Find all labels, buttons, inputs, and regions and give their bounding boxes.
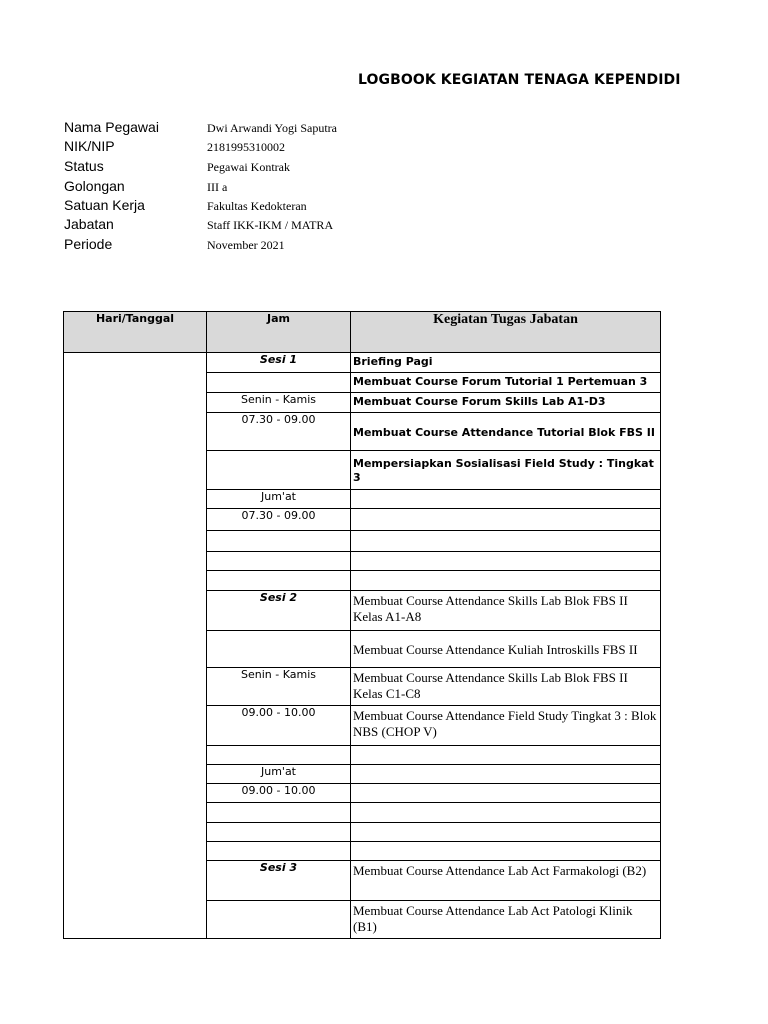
jam-cell: Senin - Kamis xyxy=(207,668,351,706)
jam-cell xyxy=(207,842,351,861)
kegiatan-cell xyxy=(351,490,661,509)
jam-cell xyxy=(207,631,351,668)
jam-cell: Sesi 2 xyxy=(207,591,351,631)
jam-cell xyxy=(207,451,351,490)
kegiatan-cell: Membuat Course Forum Skills Lab A1-D3 xyxy=(351,393,661,413)
jam-cell xyxy=(207,901,351,939)
label-satuan-kerja: Satuan Kerja xyxy=(64,197,145,213)
kegiatan-cell: Membuat Course Attendance Lab Act Farmakologi (B2) xyxy=(351,861,661,901)
jam-cell xyxy=(207,823,351,842)
kegiatan-cell xyxy=(351,784,661,803)
kegiatan-cell xyxy=(351,531,661,552)
kegiatan-cell xyxy=(351,823,661,842)
label-status: Status xyxy=(64,158,104,174)
hari-tanggal-cell xyxy=(64,353,207,939)
kegiatan-cell xyxy=(351,842,661,861)
header-kegiatan: Kegiatan Tugas Jabatan xyxy=(351,312,661,353)
label-golongan: Golongan xyxy=(64,178,125,194)
jam-cell: Jum'at xyxy=(207,765,351,784)
jam-cell xyxy=(207,531,351,552)
label-nik-nip: NIK/NIP xyxy=(64,138,115,154)
jam-cell xyxy=(207,746,351,765)
jam-cell xyxy=(207,803,351,823)
kegiatan-cell: Mempersiapkan Sosialisasi Field Study : Tingkat 3 xyxy=(351,451,661,490)
jam-cell: 07.30 - 09.00 xyxy=(207,413,351,451)
kegiatan-cell xyxy=(351,571,661,591)
table-header-row xyxy=(64,312,661,353)
jam-cell: Sesi 1 xyxy=(207,353,351,373)
value-nama-pegawai: Dwi Arwandi Yogi Saputra xyxy=(207,121,338,135)
jam-cell: Jum'at xyxy=(207,490,351,509)
header-hari-tanggal: Hari/Tanggal xyxy=(64,312,207,353)
value-golongan: III a xyxy=(207,180,228,194)
value-nik-nip: 2181995310002 xyxy=(207,140,285,154)
kegiatan-cell xyxy=(351,509,661,531)
label-nama-pegawai: Nama Pegawai xyxy=(64,119,159,135)
jam-cell: Senin - Kamis xyxy=(207,393,351,413)
kegiatan-cell xyxy=(351,746,661,765)
jam-cell: 09.00 - 10.00 xyxy=(207,784,351,803)
label-jabatan: Jabatan xyxy=(64,216,114,232)
jam-cell xyxy=(207,552,351,571)
jam-cell xyxy=(207,571,351,591)
kegiatan-cell xyxy=(351,803,661,823)
kegiatan-cell: Membuat Course Attendance Tutorial Blok FBS II xyxy=(351,413,661,451)
logbook-table xyxy=(63,311,661,939)
jam-cell xyxy=(207,373,351,393)
value-jabatan: Staff IKK-IKM / MATRA xyxy=(207,218,334,232)
kegiatan-cell xyxy=(351,552,661,571)
kegiatan-cell: Briefing Pagi xyxy=(351,353,661,373)
document-title: LOGBOOK KEGIATAN TENAGA KEPENDIDI xyxy=(358,72,681,88)
kegiatan-cell: Membuat Course Attendance Lab Act Patologi Klinik (B1) xyxy=(351,901,661,939)
header-jam: Jam xyxy=(207,312,351,353)
jam-cell: 07.30 - 09.00 xyxy=(207,509,351,531)
kegiatan-cell: Membuat Course Attendance Kuliah Introskills FBS II xyxy=(351,631,661,668)
jam-cell: 09.00 - 10.00 xyxy=(207,706,351,746)
table-row xyxy=(64,353,661,373)
kegiatan-cell xyxy=(351,765,661,784)
value-status: Pegawai Kontrak xyxy=(207,160,290,174)
label-periode: Periode xyxy=(64,236,113,252)
jam-cell: Sesi 3 xyxy=(207,861,351,901)
value-satuan-kerja: Fakultas Kedokteran xyxy=(207,199,307,213)
kegiatan-cell: Membuat Course Attendance Skills Lab Blok FBS II Kelas C1-C8 xyxy=(351,668,661,706)
kegiatan-cell: Membuat Course Forum Tutorial 1 Pertemuan 3 xyxy=(351,373,661,393)
value-periode: November 2021 xyxy=(207,238,285,252)
kegiatan-cell: Membuat Course Attendance Skills Lab Blok FBS II Kelas A1-A8 xyxy=(351,591,661,631)
kegiatan-cell: Membuat Course Attendance Field Study Tingkat 3 : Blok NBS (CHOP V) xyxy=(351,706,661,746)
